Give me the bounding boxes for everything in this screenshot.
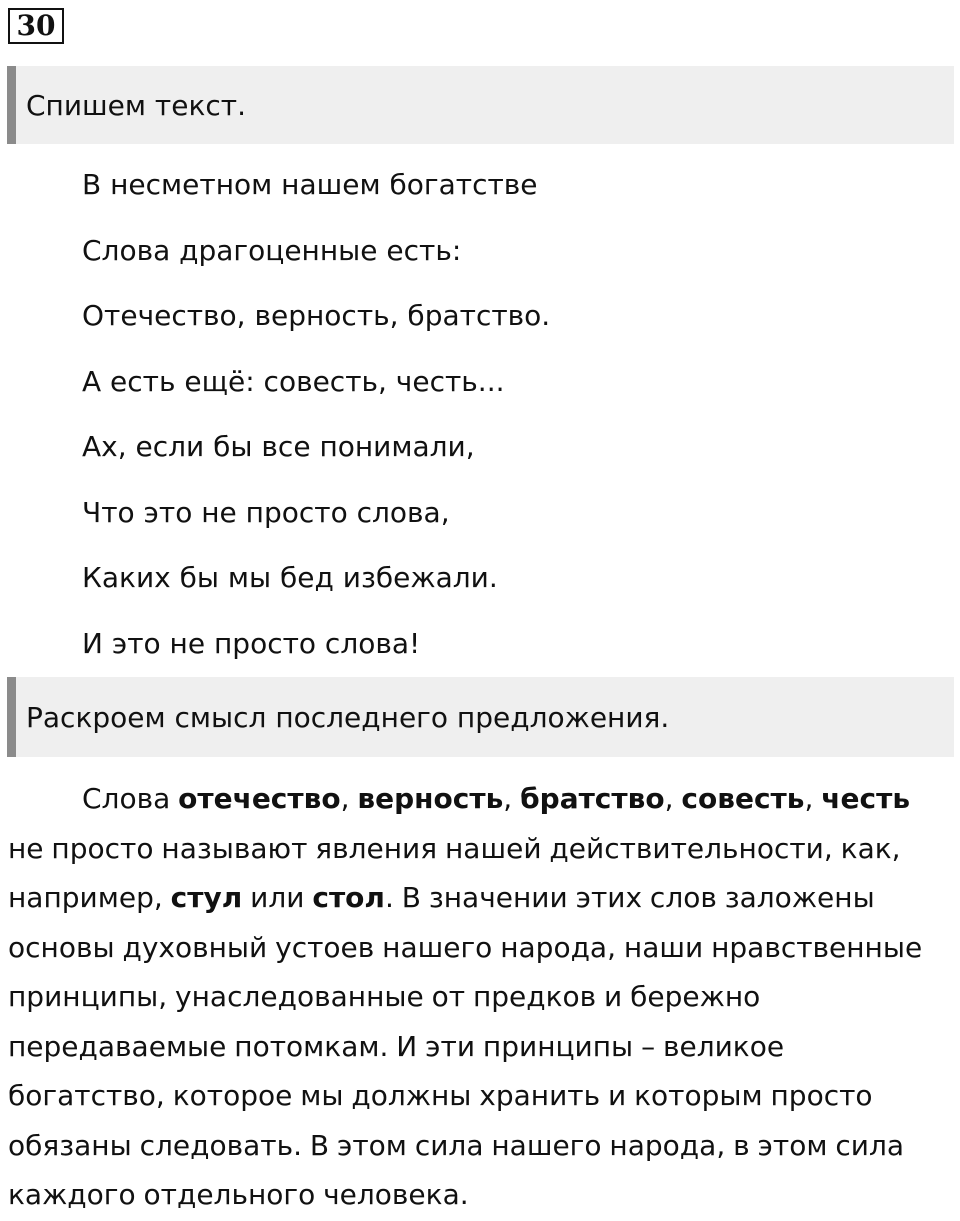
- key-word: честь: [821, 782, 911, 815]
- text-run: ,: [503, 782, 521, 815]
- poem-line: Что это не просто слова,: [82, 495, 450, 529]
- poem-line: Ах, если бы все понимали,: [82, 430, 475, 463]
- text-run: Слова: [82, 782, 179, 815]
- poem: [82, 152, 550, 676]
- instruction-banner-meaning: [7, 677, 954, 757]
- task-number-badge: 30: [8, 8, 64, 44]
- text-run: не просто называют явления нашей действительности, как, например,: [8, 831, 901, 914]
- instruction-text: Спишем текст.: [26, 88, 246, 122]
- poem-line: Каких бы мы бед избежали.: [82, 561, 498, 594]
- key-word: стул: [170, 881, 243, 914]
- key-word: отечество: [178, 782, 341, 815]
- text-run: ,: [664, 782, 682, 815]
- poem-line: Отечество, верность, братство.: [82, 299, 551, 332]
- text-run: ,: [340, 782, 358, 815]
- instruction-text: Раскроем смысл последнего предложения.: [26, 700, 670, 734]
- text-run: . В значении этих слов заложены основы духовный устоев нашего народа, наши нравственные принципы, унаследованные от предков и бережно передаваемые потомкам. И эти принципы – великое богатство, которое мы должны хранить и которым просто обязаны следовать. В этом сила нашего народа, в этом сила каждого отдельного человека.: [8, 881, 923, 1211]
- key-word: верность: [357, 782, 504, 815]
- key-word: стол: [312, 881, 385, 914]
- key-word: совесть: [681, 782, 805, 815]
- text-run: или: [242, 881, 313, 914]
- instruction-banner-copy: [7, 66, 954, 144]
- key-word: братство: [520, 782, 665, 815]
- poem-line: Слова драгоценные есть:: [82, 233, 462, 267]
- text-run: ,: [804, 782, 822, 815]
- explanation-paragraph: [8, 774, 938, 1220]
- poem-line: И это не просто слова!: [82, 626, 421, 660]
- poem-line: В несметном нашем богатстве: [82, 168, 538, 201]
- poem-line: А есть ещё: совесть, честь...: [82, 364, 505, 398]
